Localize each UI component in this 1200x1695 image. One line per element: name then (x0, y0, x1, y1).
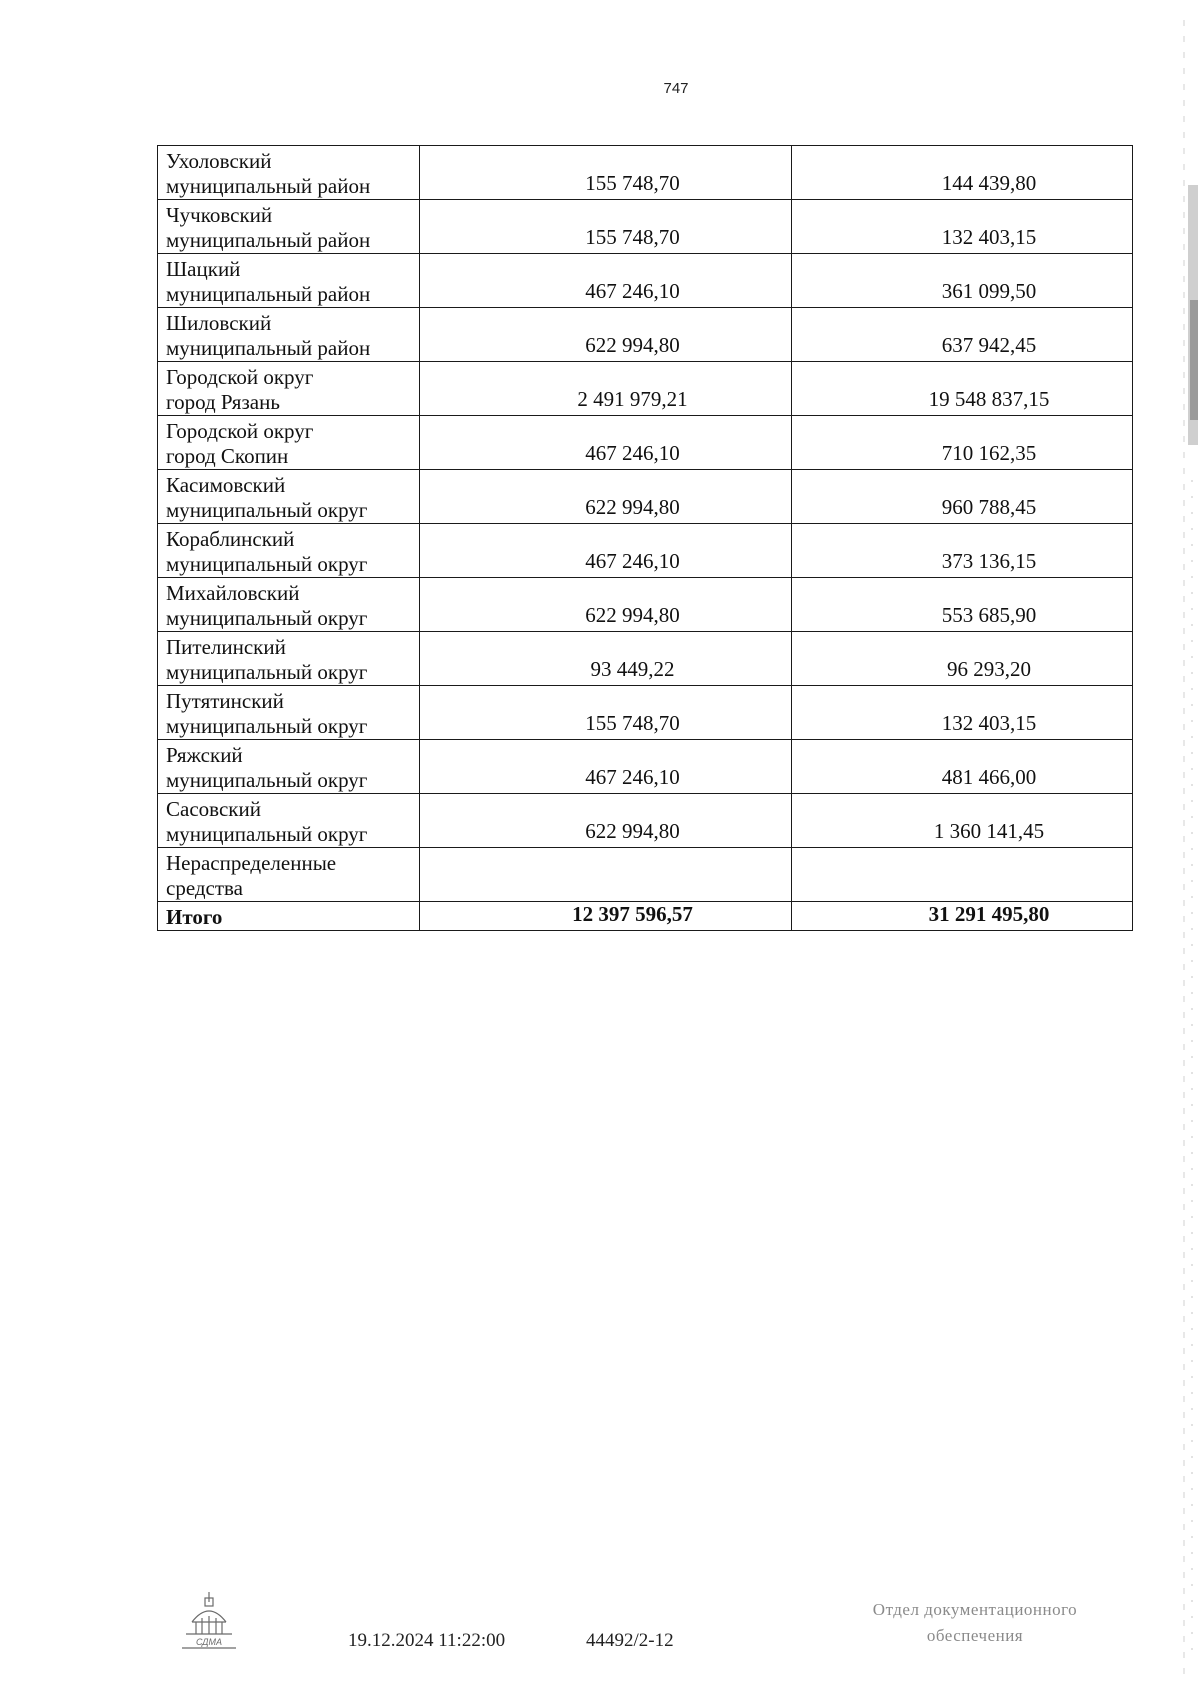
amount-cell-1: 155 748,70 (420, 686, 792, 740)
amount-cell-1: 622 994,80 (420, 470, 792, 524)
amount-cell-1: 155 748,70 (420, 146, 792, 200)
municipality-name-cell (158, 740, 420, 794)
municipality-name-cell (158, 848, 420, 902)
municipality-name-line-2: город Рязань (166, 390, 280, 414)
table-row (158, 524, 1133, 578)
municipality-name-line-2: средства (166, 876, 244, 900)
municipality-name-line-2: муниципальный округ (166, 822, 368, 846)
total-label: Итого (158, 902, 420, 931)
department-stamp (855, 1597, 1095, 1649)
municipality-name-cell (158, 254, 420, 308)
table-row (158, 686, 1133, 740)
table-row (158, 362, 1133, 416)
table-row (158, 848, 1133, 902)
amount-cell-1: 2 491 979,21 (420, 362, 792, 416)
municipality-name-cell (158, 146, 420, 200)
duma-building-logo (178, 1590, 240, 1652)
municipality-name-cell (158, 632, 420, 686)
municipality-name-line-1: Ухоловский (166, 149, 272, 173)
municipality-name-line-1: Пителинский (166, 635, 286, 659)
municipality-name-line-2: муниципальный округ (166, 606, 368, 630)
municipality-name-cell (158, 362, 420, 416)
municipality-name-line-1: Городской округ (166, 365, 314, 389)
municipality-name-line-1: Шиловский (166, 311, 272, 335)
table-row (158, 740, 1133, 794)
municipality-name-cell (158, 200, 420, 254)
municipality-name-line-2: муниципальный район (166, 336, 371, 360)
amount-cell-1: 467 246,10 (420, 524, 792, 578)
municipality-name-line-1: Михайловский (166, 581, 300, 605)
municipality-name-line-2: муниципальный район (166, 282, 371, 306)
municipality-name-line-1: Кораблинский (166, 527, 295, 551)
amount-cell-2: 373 136,15 (792, 524, 1133, 578)
table-row (158, 632, 1133, 686)
page-number: 747 (663, 80, 689, 97)
amount-cell-2: 96 293,20 (792, 632, 1133, 686)
amount-cell-1: 93 449,22 (420, 632, 792, 686)
municipality-name-cell (158, 794, 420, 848)
department-line-1: Отдел документационного (872, 1600, 1078, 1619)
amount-cell-1 (420, 848, 792, 902)
amount-cell-2: 361 099,50 (792, 254, 1133, 308)
amount-cell-2: 553 685,90 (792, 578, 1133, 632)
municipality-name-cell (158, 686, 420, 740)
amount-cell-1: 155 748,70 (420, 200, 792, 254)
municipality-name-cell (158, 308, 420, 362)
municipality-name-line-2: муниципальный район (166, 228, 371, 252)
logo-text: СДМА (195, 1637, 223, 1647)
amount-cell-2: 132 403,15 (792, 200, 1133, 254)
table-row (158, 578, 1133, 632)
amount-cell-1: 622 994,80 (420, 308, 792, 362)
municipality-name-line-1: Путятинский (166, 689, 284, 713)
table-row (158, 308, 1133, 362)
amount-cell-2 (792, 848, 1133, 902)
municipality-name-cell (158, 524, 420, 578)
table-row (158, 416, 1133, 470)
municipality-name-line-1: Касимовский (166, 473, 286, 497)
table-row (158, 794, 1133, 848)
table-row (158, 200, 1133, 254)
table-row (158, 146, 1133, 200)
municipality-name-cell (158, 416, 420, 470)
municipality-name-line-1: Шацкий (166, 257, 241, 281)
municipality-name-line-1: Чучковский (166, 203, 273, 227)
amount-cell-2: 1 360 141,45 (792, 794, 1133, 848)
amount-cell-2: 710 162,35 (792, 416, 1133, 470)
municipality-name-line-2: муниципальный округ (166, 768, 368, 792)
municipality-name-cell (158, 578, 420, 632)
municipality-name-line-2: муниципальный округ (166, 714, 368, 738)
amount-cell-1: 467 246,10 (420, 416, 792, 470)
amount-cell-2: 481 466,00 (792, 740, 1133, 794)
amount-cell-1: 622 994,80 (420, 794, 792, 848)
scan-edge-artifact (1170, 0, 1200, 1695)
table-row (158, 254, 1133, 308)
amount-cell-2: 960 788,45 (792, 470, 1133, 524)
total-amount-2: 31 291 495,80 (792, 902, 1133, 931)
total-amount-1: 12 397 596,57 (420, 902, 792, 931)
municipality-name-line-2: город Скопин (166, 444, 289, 468)
registration-datetime: 19.12.2024 11:22:00 (348, 1630, 506, 1651)
amount-cell-2: 637 942,45 (792, 308, 1133, 362)
amount-cell-2: 19 548 837,15 (792, 362, 1133, 416)
amount-cell-2: 132 403,15 (792, 686, 1133, 740)
municipality-name-line-2: муниципальный округ (166, 498, 368, 522)
department-line-2: обеспечения (926, 1626, 1024, 1645)
amount-cell-1: 467 246,10 (420, 740, 792, 794)
municipality-name-line-1: Городской округ (166, 419, 314, 443)
table-body (158, 146, 1133, 931)
municipality-name-line-2: муниципальный округ (166, 660, 368, 684)
municipality-name-line-1: Нераспределенные (166, 851, 337, 875)
amount-cell-1: 622 994,80 (420, 578, 792, 632)
budget-distribution-table (157, 145, 1133, 931)
amount-cell-2: 144 439,80 (792, 146, 1133, 200)
amount-cell-1: 467 246,10 (420, 254, 792, 308)
registration-number: 44492/2-12 (586, 1630, 674, 1651)
municipality-name-line-2: муниципальный район (166, 174, 371, 198)
municipality-name-line-2: муниципальный округ (166, 552, 368, 576)
table-row (158, 470, 1133, 524)
total-row (158, 902, 1133, 931)
municipality-name-cell (158, 470, 420, 524)
municipality-name-line-1: Ряжский (166, 743, 243, 767)
municipality-name-line-1: Сасовский (166, 797, 261, 821)
